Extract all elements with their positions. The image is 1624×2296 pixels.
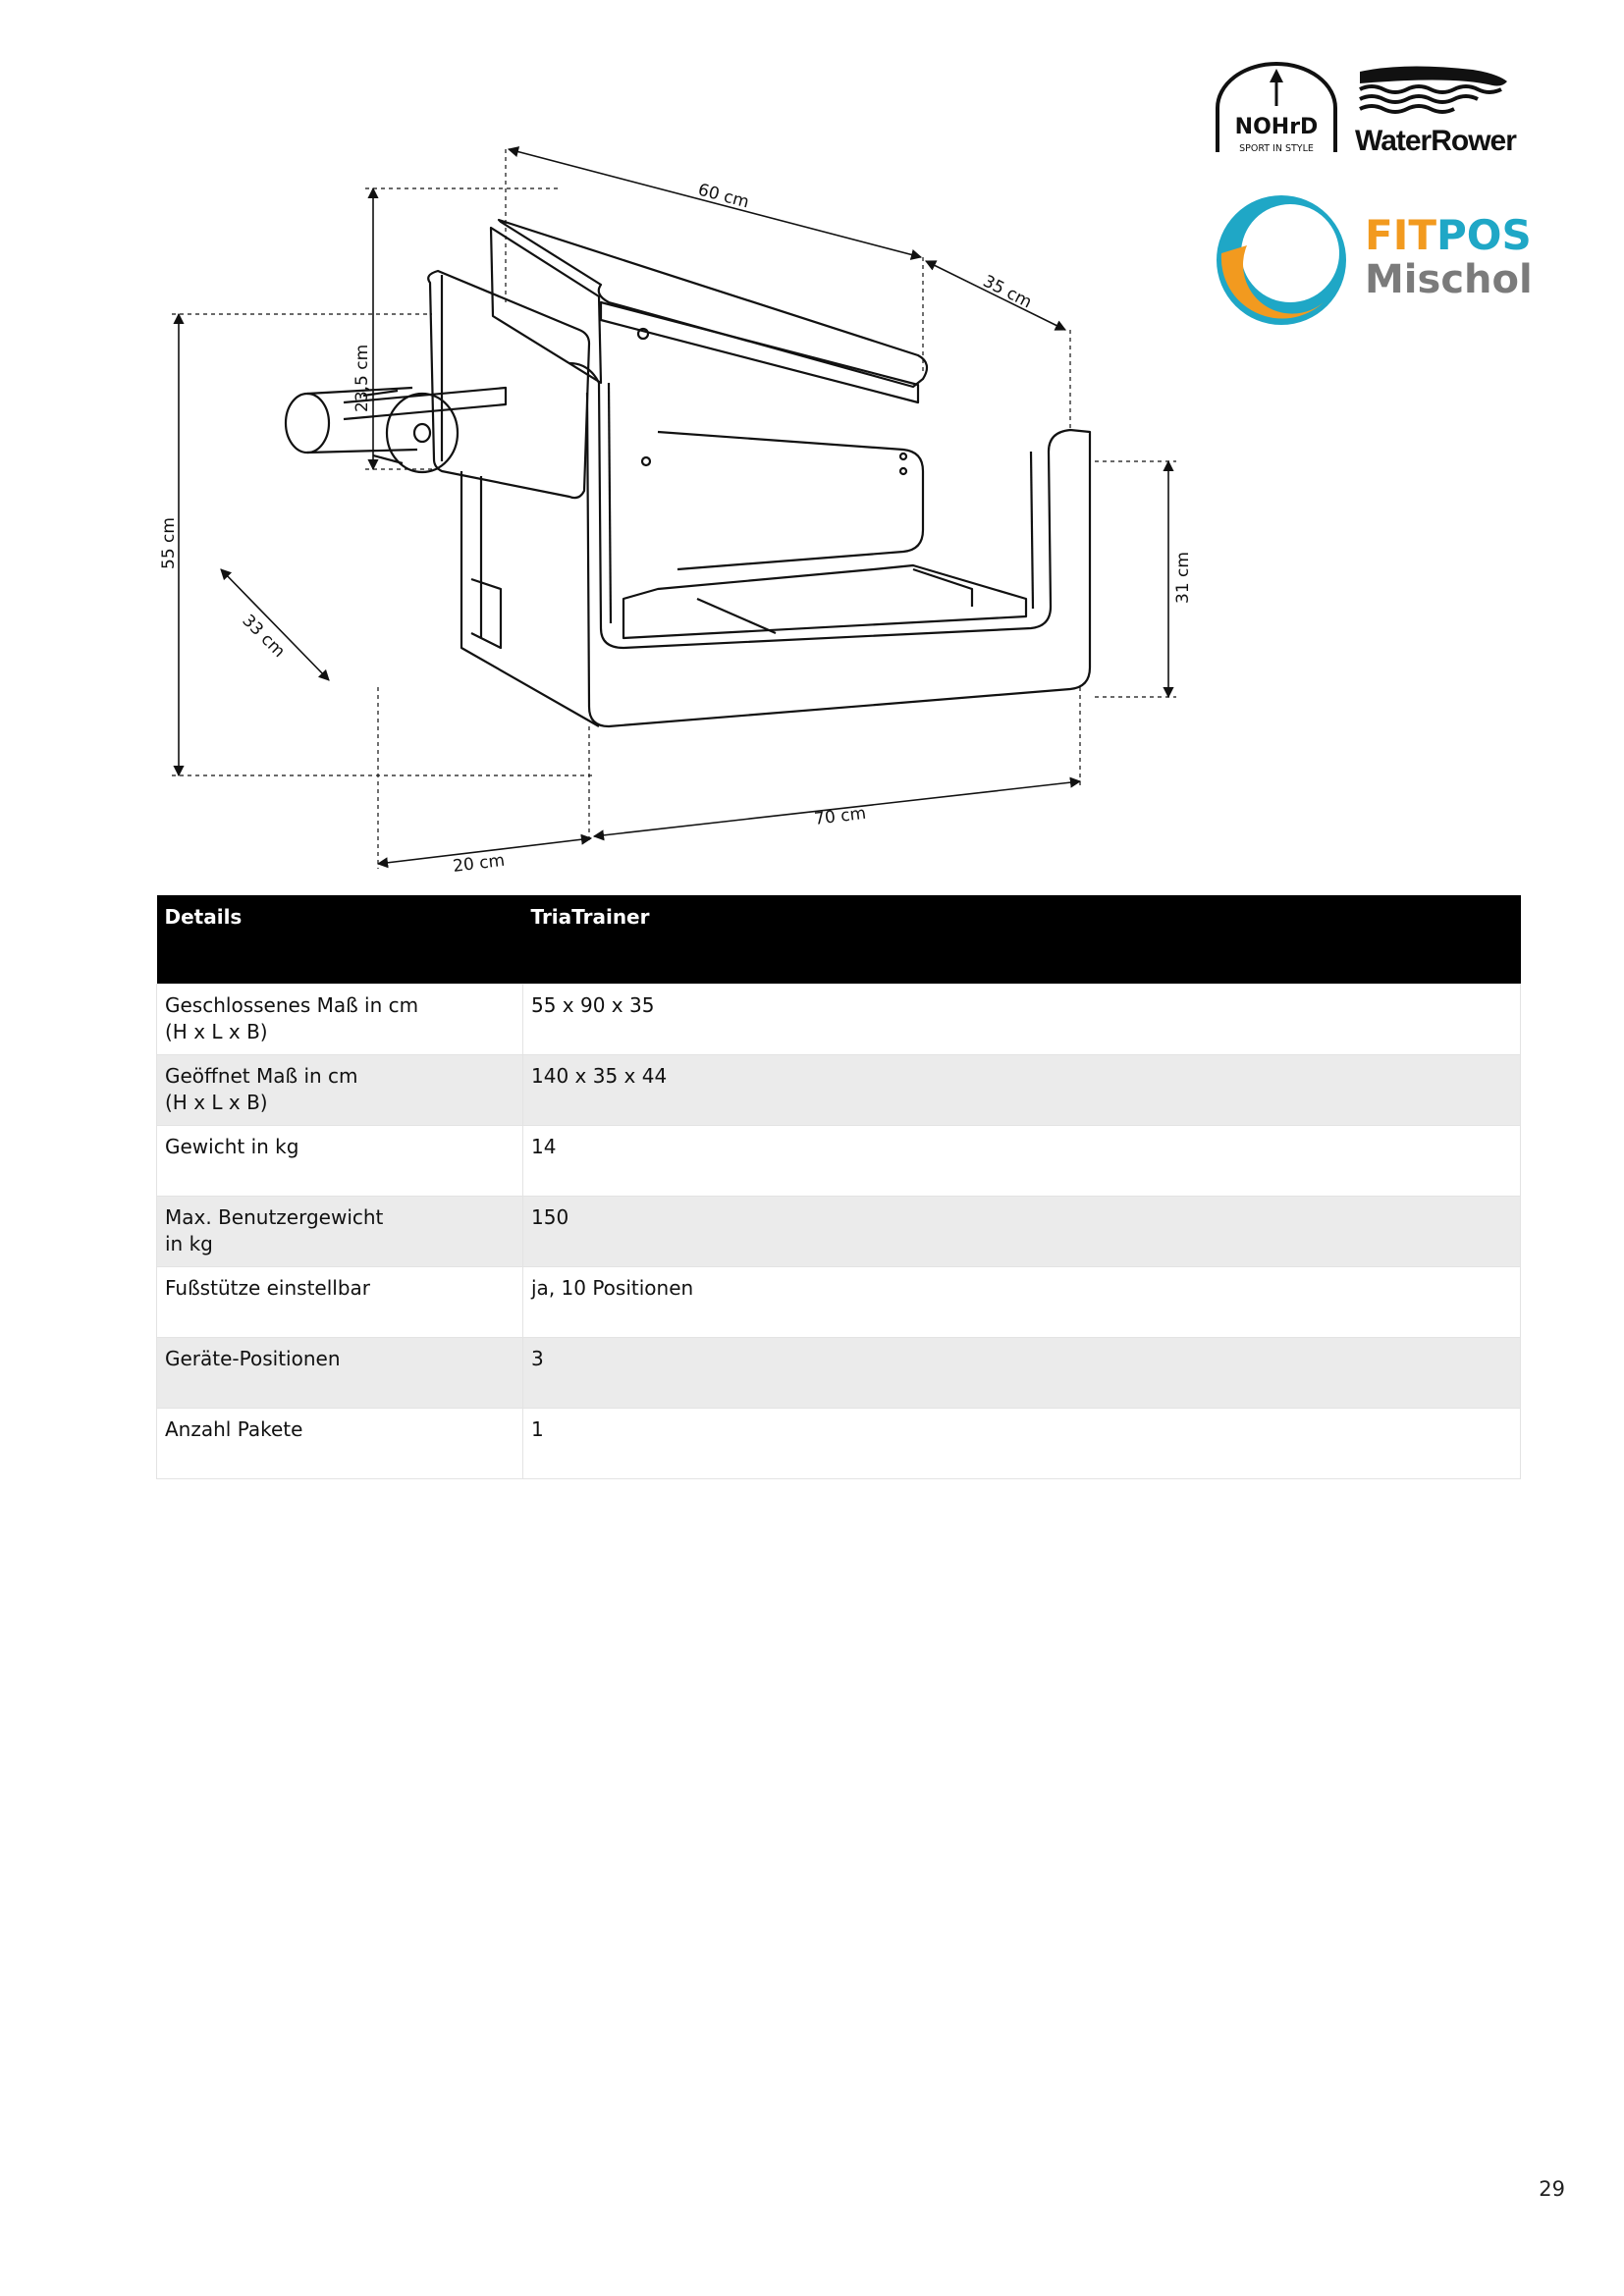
spec-table (156, 895, 1521, 1479)
row-label-line: Anzahl Pakete (165, 1417, 303, 1441)
header-details: Details (157, 895, 523, 985)
dim-total-height-label: 55 cm (159, 517, 179, 569)
extension-lines (172, 149, 1176, 869)
row-value: 3 (523, 1338, 1521, 1409)
row-label-line: Gewicht in kg (165, 1135, 299, 1158)
row-label-line: Geöffnet Maß in cm (165, 1064, 358, 1088)
fitpos-wordmark (1365, 211, 1532, 259)
dim-base-length-label: 70 cm (813, 803, 868, 829)
page-number: 29 (1539, 2177, 1565, 2201)
nohrd-tagline: SPORT IN STYLE (1239, 143, 1314, 154)
fitpos-subtitle: Mischol (1365, 257, 1533, 302)
row-label-line: Max. Benutzergewicht (165, 1205, 384, 1229)
dim-roller-offset-label: 20 cm (452, 850, 507, 877)
row-label (157, 1197, 523, 1267)
row-label (157, 1267, 523, 1338)
header-product: TriaTrainer (523, 895, 1521, 985)
row-value: 1 (523, 1409, 1521, 1479)
table-row (157, 1197, 1521, 1267)
table-row (157, 1126, 1521, 1197)
table-row (157, 1055, 1521, 1126)
row-label-line: in kg (165, 1232, 213, 1255)
nohrd-logo (1208, 59, 1345, 157)
row-label-line: Geschlossenes Maß in cm (165, 993, 419, 1017)
row-value: 150 (523, 1197, 1521, 1267)
row-label (157, 1055, 523, 1126)
row-label (157, 1338, 523, 1409)
fitpos-logo (1208, 187, 1532, 334)
table-row (157, 1338, 1521, 1409)
table-row (157, 1409, 1521, 1479)
dim-top-length-label: 60 cm (695, 180, 752, 213)
brand-logos (1208, 54, 1532, 339)
waterrower-wordmark: WaterRower (1355, 125, 1516, 157)
fitpos-fit: FIT (1365, 211, 1436, 259)
dim-frame-height-label: 31 cm (1173, 552, 1193, 604)
fitpos-pos: POS (1435, 211, 1532, 259)
waterrower-logo (1355, 64, 1516, 157)
dim-top-width-label: 35 cm (979, 271, 1035, 313)
row-value: 14 (523, 1126, 1521, 1197)
triatrainer-outline (286, 220, 1090, 726)
row-label (157, 1126, 523, 1197)
product-dimension-drawing (147, 137, 1227, 883)
dimension-lines (179, 149, 1168, 864)
row-label (157, 1409, 523, 1479)
row-label-line: (H x L x B) (165, 1091, 268, 1114)
table-row (157, 985, 1521, 1055)
row-value: 140 x 35 x 44 (523, 1055, 1521, 1126)
fitpos-circle-icon (1208, 187, 1355, 334)
dim-backrest-height-label: 23,5 cm (352, 344, 372, 412)
waves-icon (1355, 64, 1512, 123)
table-row (157, 1267, 1521, 1338)
row-value: 55 x 90 x 35 (523, 985, 1521, 1055)
row-label-line: Geräte-Positionen (165, 1347, 341, 1370)
dim-roller-length-label: 33 cm (238, 611, 290, 662)
nohrd-wordmark: NOHrD (1234, 115, 1319, 139)
row-value: ja, 10 Positionen (523, 1267, 1521, 1338)
row-label (157, 985, 523, 1055)
table-header-row (157, 895, 1521, 985)
row-label-line: (H x L x B) (165, 1020, 268, 1043)
row-label-line: Fußstütze einstellbar (165, 1276, 371, 1300)
